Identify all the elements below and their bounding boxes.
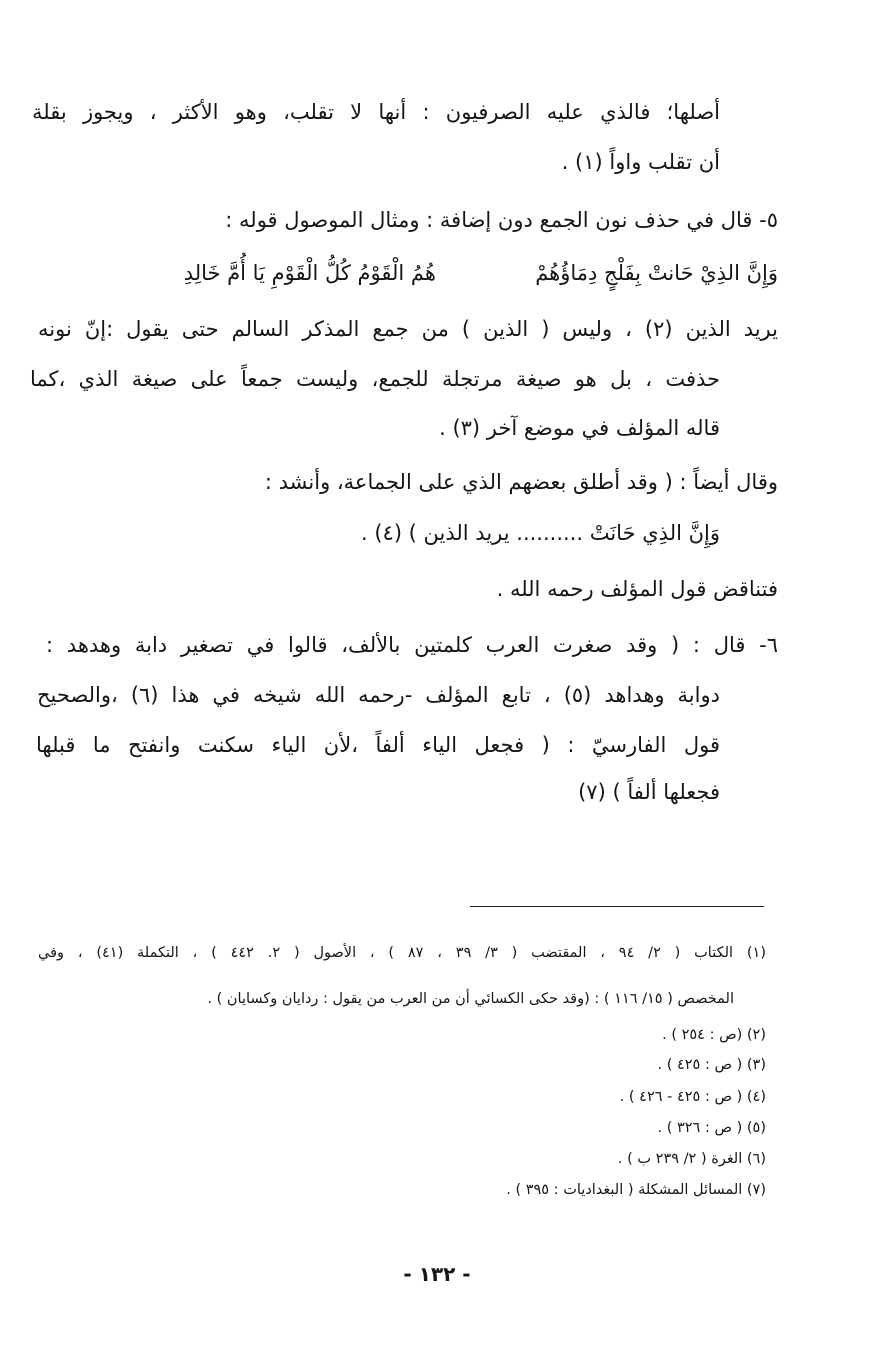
footnote-2: (٢) (ص : ٢٥٤ ) .: [662, 1027, 766, 1043]
footnote-1-line-1: (١) الكتاب ( ٢/ ٩٤ ، المقتضب ( ٣/ ٣٩ ، ٨٧ ) ، الأصول ( ٢. ٤٤٢ ) ، التكملة (٤١) ، وفي: [38, 945, 766, 961]
footnote-7: (٧) المسائل المشكلة ( البغداديات : ٣٩٥ ) .: [506, 1182, 766, 1198]
body-line-9: وَإِنَّ الذِي حَانَتْ .......... يريد الذين ) (٤) .: [360, 521, 720, 545]
verse-first-hemistich: وَإِنَّ الذِيْ حَانتْ بِفَلْجٍ دِمَاؤُهُمْ: [535, 261, 778, 285]
footnote-4: (٤) ( ص : ٤٢٥ - ٤٢٦ ) .: [619, 1089, 766, 1105]
body-line-14: فجعلها ألفاً ) (٧): [578, 780, 720, 804]
body-line-6: حذفت ، بل هو صيغة مرتجلة للجمع، وليست جمعاً على صيغة الذي ،كما: [30, 367, 720, 391]
body-line-5: يريد الذين (٢) ، وليس ( الذين ) من جمع المذكر السالم حتى يقول :إنّ نونه: [38, 317, 778, 341]
body-line-12: دوابة وهداهد (٥) ، تابع المؤلف -رحمه الله شيخه في هذا (٦) ،والصحيح: [37, 683, 720, 707]
verse-second-hemistich: هُمُ الْقَوْمُ كُلُّ الْقَوْمِ يَا أُمَّ خَالِدِ: [183, 261, 436, 285]
body-line-2: أن تقلب واواً (١) .: [561, 150, 720, 174]
body-line-13: قول الفارسيّ : ( فجعل الياء ألفاً ،لأن الياء سكنت وانفتح ما قبلها: [36, 733, 720, 757]
body-line-8: وقال أيضاً : ( وقد أطلق بعضهم الذي على الجماعة، وأنشد :: [264, 470, 778, 494]
page-number: - ١٣٢ -: [403, 1262, 471, 1286]
footnote-6: (٦) الغرة ( ٢/ ٢٣٩ ب ) .: [617, 1151, 766, 1167]
body-line-7: قاله المؤلف في موضع آخر (٣) .: [439, 416, 720, 440]
body-line-1: أصلها؛ فالذي عليه الصرفيون : أنها لا تقلب، وهو الأكثر ، ويجوز بقلة: [32, 100, 720, 124]
body-line-10: فتناقض قول المؤلف رحمه الله .: [496, 577, 778, 601]
footnote-3: (٣) ( ص : ٤٢٥ ) .: [657, 1057, 766, 1073]
footnote-5: (٥) ( ص : ٣٢٦ ) .: [657, 1120, 766, 1136]
body-line-3: ٥- قال في حذف نون الجمع دون إضافة : ومثال الموصول قوله :: [225, 208, 778, 232]
footnote-1-line-2: المخصص ( ١٥/ ١١٦ ) : (وقد حكى الكسائي أن من العرب من يقول : ردايان وكسايان ) .: [207, 991, 734, 1007]
footnote-separator: [470, 906, 764, 907]
body-line-11: ٦- قال : ( وقد صغرت العرب كلمتين بالألف، قالوا في تصغير دابة وهدهد :: [46, 633, 778, 657]
